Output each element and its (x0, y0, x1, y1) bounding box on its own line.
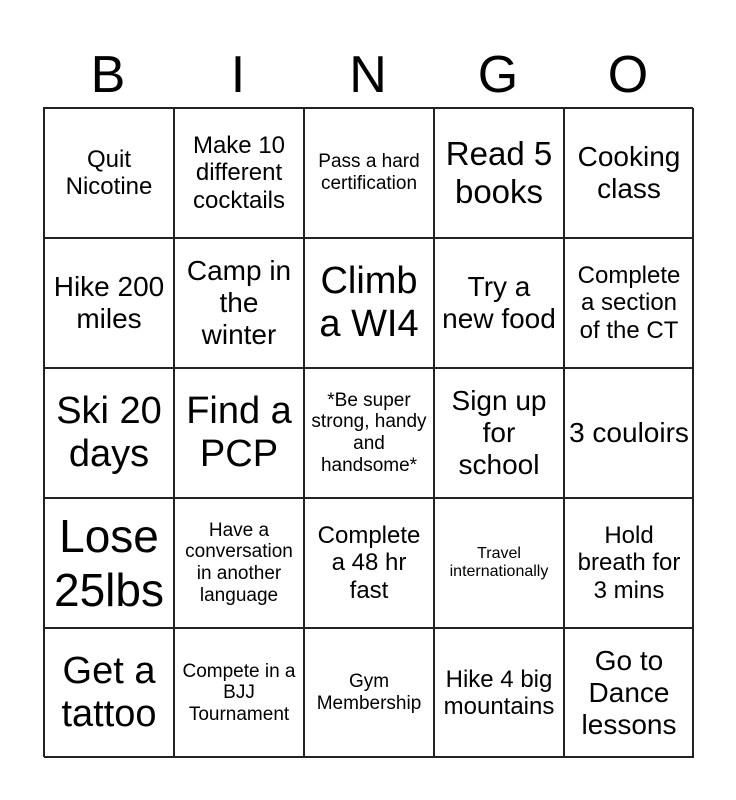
bingo-cell[interactable] (174, 108, 304, 238)
cell-text: Travel internationally (449, 544, 549, 580)
cell-text: Make 10 different cocktails (192, 131, 286, 214)
cell-text: Compete in a BJJ Tournament (182, 660, 296, 725)
cell-text: Lose 25lbs (54, 509, 164, 616)
cell-text: Camp in the winter (186, 255, 292, 350)
header-letter-o: O (607, 46, 649, 104)
bingo-cell[interactable] (564, 628, 694, 758)
bingo-cell[interactable] (44, 628, 174, 758)
bingo-cell[interactable] (304, 108, 434, 238)
header-letter-g: G (477, 46, 519, 104)
bingo-cell[interactable] (44, 108, 174, 238)
bingo-cell[interactable] (434, 108, 564, 238)
bingo-card-grid (43, 107, 693, 757)
bingo-cell[interactable] (434, 368, 564, 498)
bingo-cell[interactable] (564, 238, 694, 368)
header-letter-n: N (349, 46, 387, 104)
bingo-cell[interactable] (304, 498, 434, 628)
cell-text: Quit Nicotine (65, 145, 153, 200)
bingo-cell[interactable] (174, 238, 304, 368)
cell-text: Complete a section of the CT (577, 261, 681, 344)
bingo-cell[interactable] (434, 498, 564, 628)
header-letter-i: I (230, 46, 246, 104)
bingo-cell[interactable] (564, 108, 694, 238)
bingo-cell[interactable] (174, 498, 304, 628)
bingo-cell[interactable] (304, 238, 434, 368)
cell-text: *Be super strong, handy and handsome* (311, 389, 427, 476)
cell-text: Hike 200 miles (53, 271, 165, 334)
bingo-cell[interactable] (174, 368, 304, 498)
cell-text: Hike 4 big mountains (443, 665, 555, 720)
bingo-cell[interactable] (44, 368, 174, 498)
cell-text: Read 5 books (445, 135, 553, 210)
bingo-cell[interactable] (174, 628, 304, 758)
bingo-cell[interactable] (304, 628, 434, 758)
bingo-cell[interactable] (434, 628, 564, 758)
bingo-cell[interactable] (44, 238, 174, 368)
bingo-cell[interactable] (434, 238, 564, 368)
bingo-cell[interactable] (44, 498, 174, 628)
cell-text: Try a new food (442, 271, 556, 334)
cell-text: Pass a hard certification (318, 151, 420, 194)
cell-text: Get a tattoo (61, 649, 157, 735)
cell-text: Gym Membership (316, 671, 422, 714)
cell-text: Cooking class (577, 141, 681, 204)
bingo-header (43, 44, 693, 106)
bingo-cell[interactable] (564, 368, 694, 498)
cell-text: Climb a WI4 (319, 259, 419, 345)
bingo-cell[interactable] (304, 368, 434, 498)
cell-text: Go to Dance lessons (581, 645, 677, 740)
cell-text: Find a PCP (186, 389, 292, 475)
bingo-cell[interactable] (564, 498, 694, 628)
cell-text: Hold breath for 3 mins (577, 521, 681, 604)
cell-text: Have a conversation in another language (185, 519, 293, 606)
cell-text: Ski 20 days (56, 389, 162, 475)
cell-text: 3 couloirs (569, 417, 689, 449)
cell-text: Complete a 48 hr fast (317, 521, 421, 604)
header-letter-b: B (90, 46, 126, 104)
cell-text: Sign up for school (451, 385, 547, 480)
